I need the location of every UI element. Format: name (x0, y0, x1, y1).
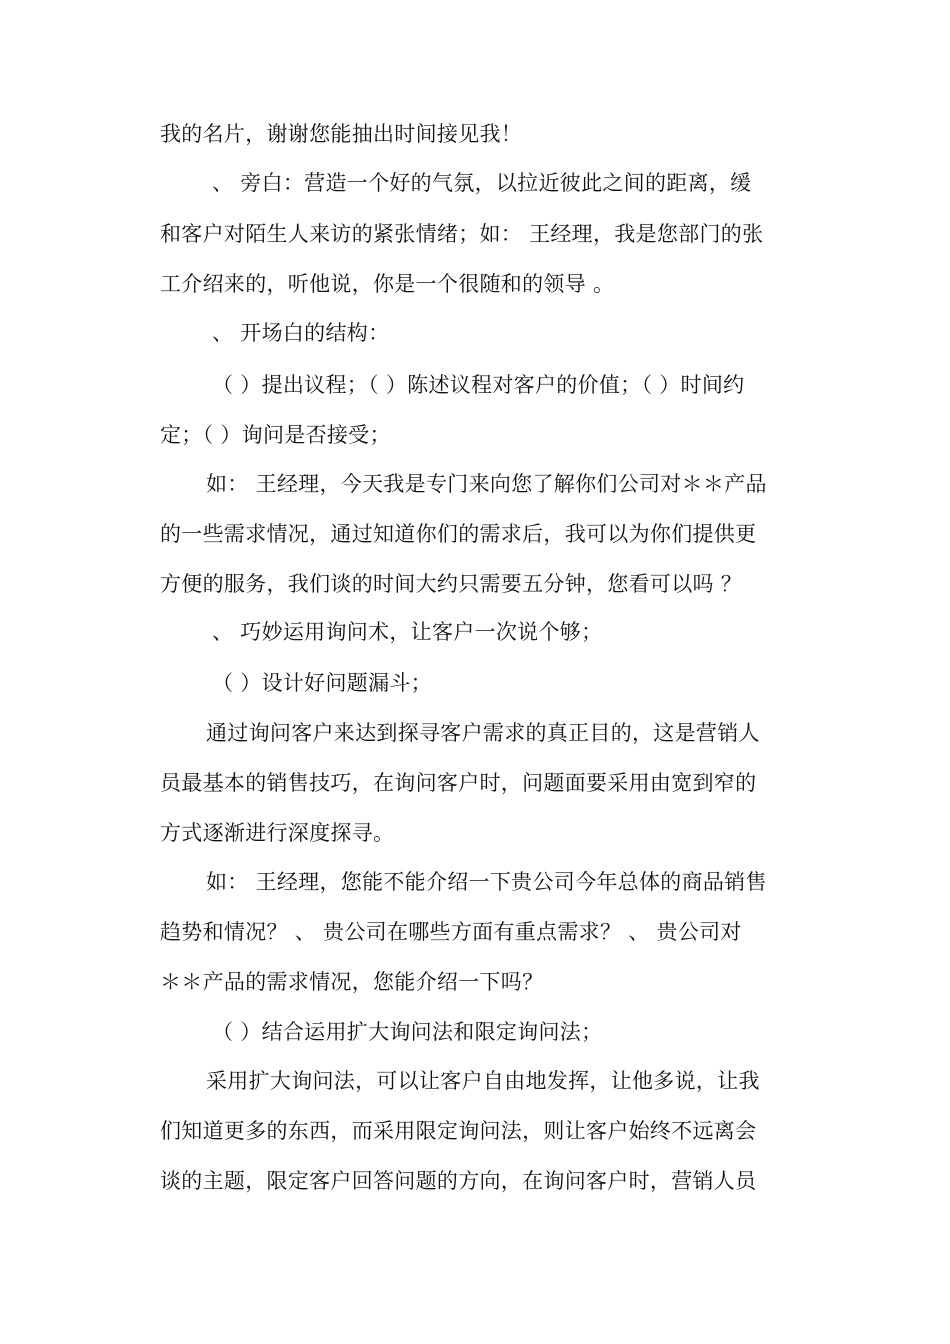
text-line-22: 谈的主题，限定客户回答问题的方向，在询问客户时，营销人员 (160, 1169, 757, 1193)
text-line-9: 的一些需求情况，通过知道你们的需求后，我可以为你们提供更 (160, 522, 757, 546)
text-line-17: 趋势和情况？ 、 贵公司在哪些方面有重点需求？ 、 贵公司对 (160, 920, 742, 944)
text-line-1: 我的名片，谢谢您能抽出时间接见我！ (160, 122, 523, 146)
text-line-8: 如： 王经理，今天我是专门来向您了解你们公司对＊＊产品 (206, 472, 767, 496)
text-line-3: 和客户对陌生人来访的紧张情绪；如： 王经理，我是您部门的张 (160, 222, 764, 246)
text-line-16: 如： 王经理，您能不能介绍一下贵公司今年总体的商品销售 (206, 870, 767, 894)
text-line-6: （ ）提出议程；（ ）陈述议程对客户的价值；（ ）时间约 (212, 373, 745, 397)
text-line-19: （ ）结合运用扩大询问法和限定询问法； (212, 1020, 603, 1044)
text-line-21: 们知道更多的东西，而采用限定询问法，则让客户始终不远离会 (160, 1119, 757, 1143)
text-line-12: （ ）设计好问题漏斗； (212, 671, 432, 695)
text-line-2: 、 旁白：营造一个好的气氛，以拉近彼此之间的距离，缓 (212, 171, 752, 195)
text-line-10: 方便的服务，我们谈的时间大约只需要五分钟，您看可以吗 ？ (160, 572, 743, 596)
text-line-14: 员最基本的销售技巧，在询问客户时，问题面要采用由宽到窄的 (160, 771, 757, 795)
text-line-18: ＊＊产品的需求情况，您能介绍一下吗？ (160, 970, 544, 994)
text-line-15: 方式逐渐进行深度探寻。 (160, 821, 395, 845)
text-line-5: 、 开场白的结构： (212, 321, 390, 345)
text-line-20: 采用扩大询问法，可以让客户自由地发挥，让他多说，让我 (206, 1069, 760, 1093)
text-line-7: 定；（ ）询问是否接受； (160, 423, 391, 447)
text-line-4: 工介绍来的，听他说，你是一个很随和的领导 。 (160, 272, 615, 296)
text-line-13: 通过询问客户来达到探寻客户需求的真正目的，这是营销人 (206, 721, 760, 745)
text-line-11: 、 巧妙运用询问术，让客户一次说个够； (212, 620, 603, 644)
